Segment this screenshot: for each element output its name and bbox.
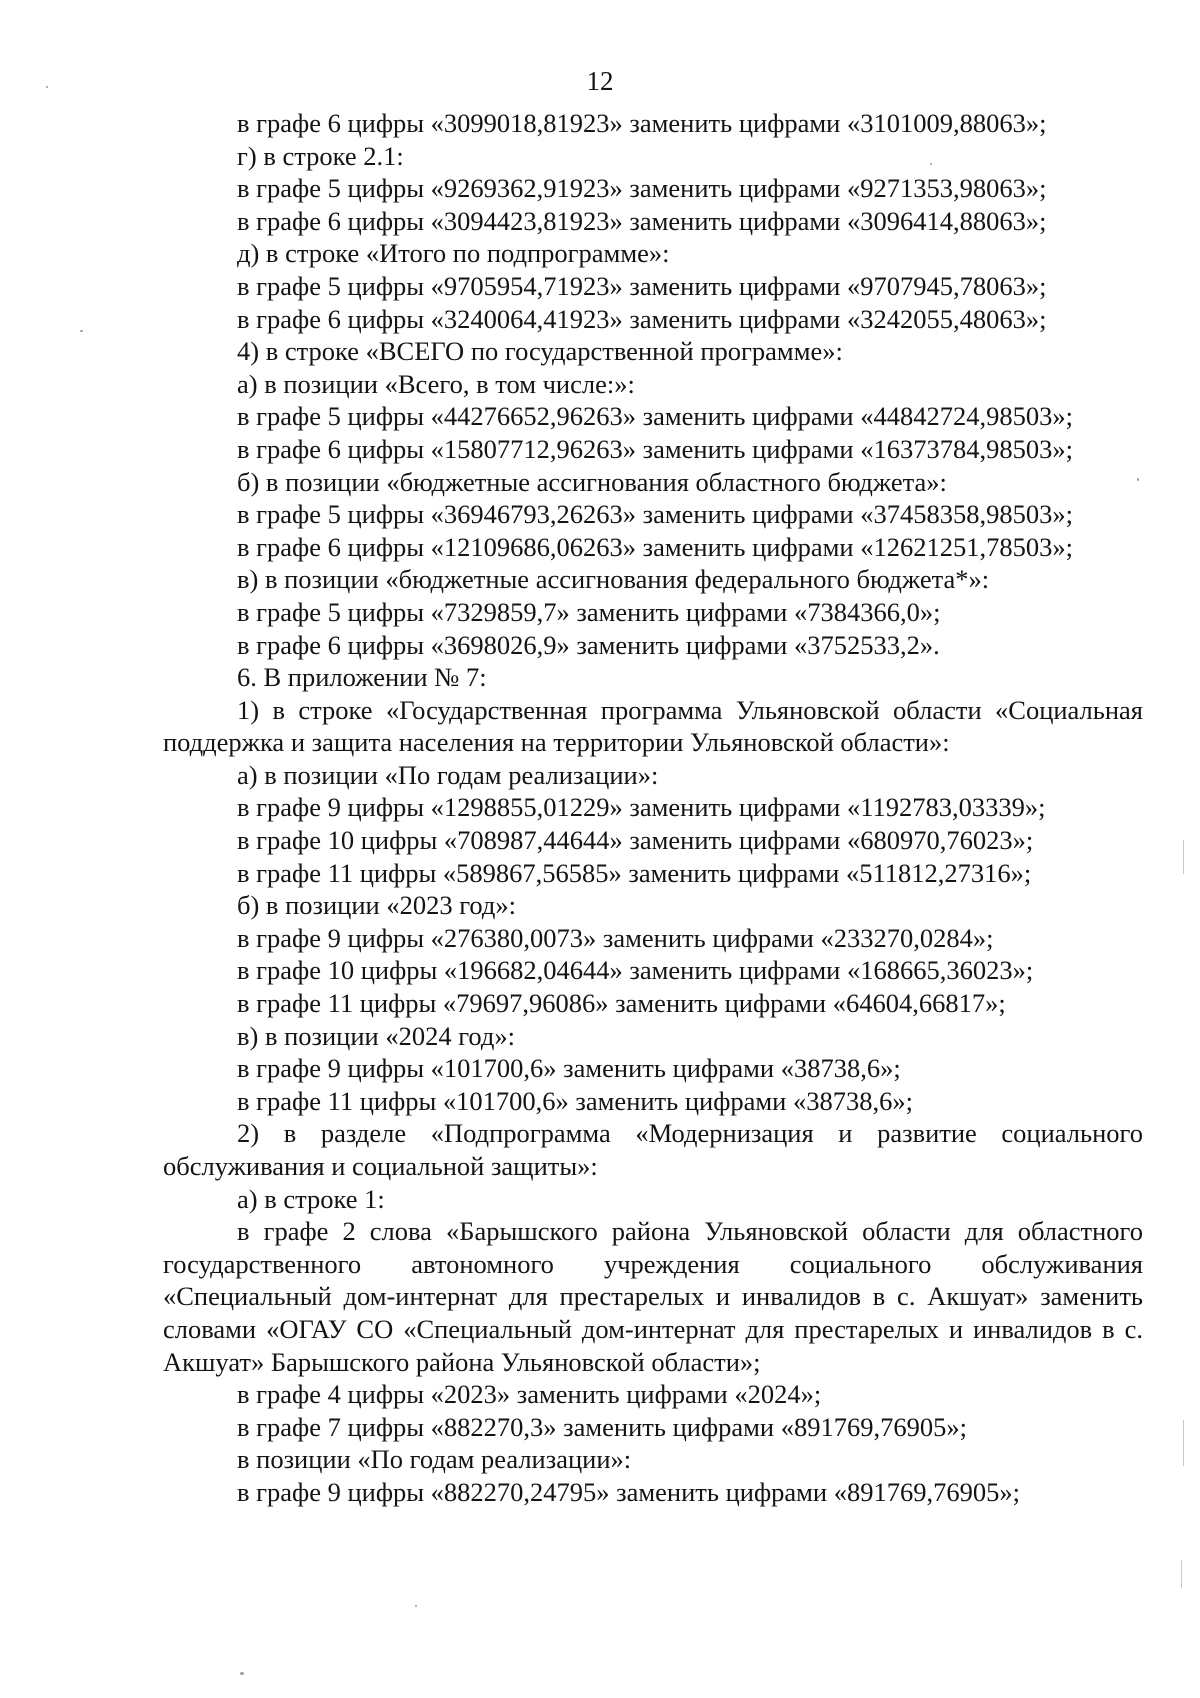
paragraph-column-2-words: в графе 2 слова «Барышского района Ульяновской области для областного государственного автономного учреждения социального обслуживания «Специальный дом-интернат для престарелых и инвалидов в с. Акшуат» заменить словами «ОГАУ СО «Специальный дом-интернат для престарелых и инвалидов в с. Акшуат» Барышского района Ульяновской области»; (163, 1216, 1143, 1377)
text-line: а) в позиции «Всего, в том числе:»: (237, 368, 635, 399)
text-line: г) в строке 2.1: (237, 140, 404, 171)
text-line: б) в позиции «2023 год»: (237, 890, 516, 921)
text-line: в графе 7 цифры «882270,3» заменить цифрами «891769,76905»; (237, 1411, 967, 1442)
text-line: в графе 9 цифры «882270,24795» заменить цифрами «891769,76905»; (237, 1476, 1020, 1507)
text-line: в) в позиции «2024 год»: (237, 1020, 516, 1051)
text-line: в позиции «По годам реализации»: (237, 1444, 632, 1475)
text-line: д) в строке «Итого по подпрограмме»: (237, 238, 670, 269)
scan-speck (240, 1672, 244, 1675)
text-line: в графе 6 цифры «3099018,81923» заменить цифрами «3101009,88063»; (237, 108, 1047, 138)
text-line: а) в строке 1: (237, 1183, 385, 1214)
paragraph-state-program: 1) в строке «Государственная программа Ульяновской области «Социальная поддержка и защита населения на территории Ульяновской области»: (163, 694, 1143, 758)
scan-speck (1137, 478, 1139, 481)
text-line: в графе 11 цифры «79697,96086» заменить цифрами «64604,66817»; (237, 988, 1006, 1019)
text-line: в графе 4 цифры «2023» заменить цифрами «2024»; (237, 1379, 822, 1410)
text-line: 4) в строке «ВСЕГО по государственной программе»: (237, 336, 843, 367)
scan-speck (46, 86, 48, 88)
text-line: в графе 6 цифры «15807712,96263» заменить цифрами «16373784,98503»; (237, 433, 1073, 464)
text-line: в графе 10 цифры «708987,44644» заменить цифрами «680970,76023»; (237, 825, 1034, 856)
text-line: в графе 11 цифры «589867,56585» заменить цифрами «511812,27316»; (237, 857, 1032, 888)
paragraph-subprogram: 2) в разделе «Подпрограмма «Модернизация и развитие социального обслуживания и социальной защиты»: (163, 1118, 1143, 1181)
text-line: б) в позиции «бюджетные ассигнования областного бюджета»: (237, 466, 947, 497)
text-line: в графе 11 цифры «101700,6» заменить цифрами «38738,6»; (237, 1085, 913, 1116)
text-line: в графе 10 цифры «196682,04644» заменить цифрами «168665,36023»; (237, 955, 1034, 986)
page-number: 12 (586, 66, 614, 96)
text-line: в графе 6 цифры «12109686,06263» заменить цифрами «12621251,78503»; (237, 531, 1073, 562)
document-body (163, 107, 1143, 1509)
text-line: в) в позиции «бюджетные ассигнования федерального бюджета*»: (237, 564, 990, 595)
scan-edge-mark (1183, 840, 1184, 874)
text-line: в графе 9 цифры «1298855,01229» заменить цифрами «1192783,03339»; (237, 792, 1046, 823)
text-line: в графе 5 цифры «9705954,71923» заменить цифрами «9707945,78063»; (237, 270, 1047, 301)
scan-speck (80, 330, 83, 332)
text-line: в графе 5 цифры «36946793,26263» заменить цифрами «37458358,98503»; (237, 499, 1073, 530)
text-line: в графе 5 цифры «7329859,7» заменить цифрами «7384366,0»; (237, 596, 941, 627)
text-line: а) в позиции «По годам реализации»: (237, 759, 659, 790)
text-line: в графе 6 цифры «3698026,9» заменить цифрами «3752533,2». (237, 629, 940, 660)
text-line: в графе 5 цифры «44276652,96263» заменить цифрами «44842724,98503»; (237, 401, 1073, 432)
text-line: в графе 9 цифры «101700,6» заменить цифрами «38738,6»; (237, 1053, 901, 1084)
scan-speck (415, 1605, 417, 1607)
text-line: в графе 6 цифры «3240064,41923» заменить цифрами «3242055,48063»; (237, 303, 1047, 334)
scan-edge-mark (1181, 1560, 1182, 1588)
scan-edge-mark (1183, 1420, 1184, 1466)
scan-speck (930, 163, 932, 165)
text-line: в графе 5 цифры «9269362,91923» заменить цифрами «9271353,98063»; (237, 173, 1047, 204)
text-line: 6. В приложении № 7: (237, 662, 487, 693)
text-line: в графе 9 цифры «276380,0073» заменить цифрами «233270,0284»; (237, 922, 994, 953)
text-line: в графе 6 цифры «3094423,81923» заменить цифрами «3096414,88063»; (237, 205, 1047, 236)
